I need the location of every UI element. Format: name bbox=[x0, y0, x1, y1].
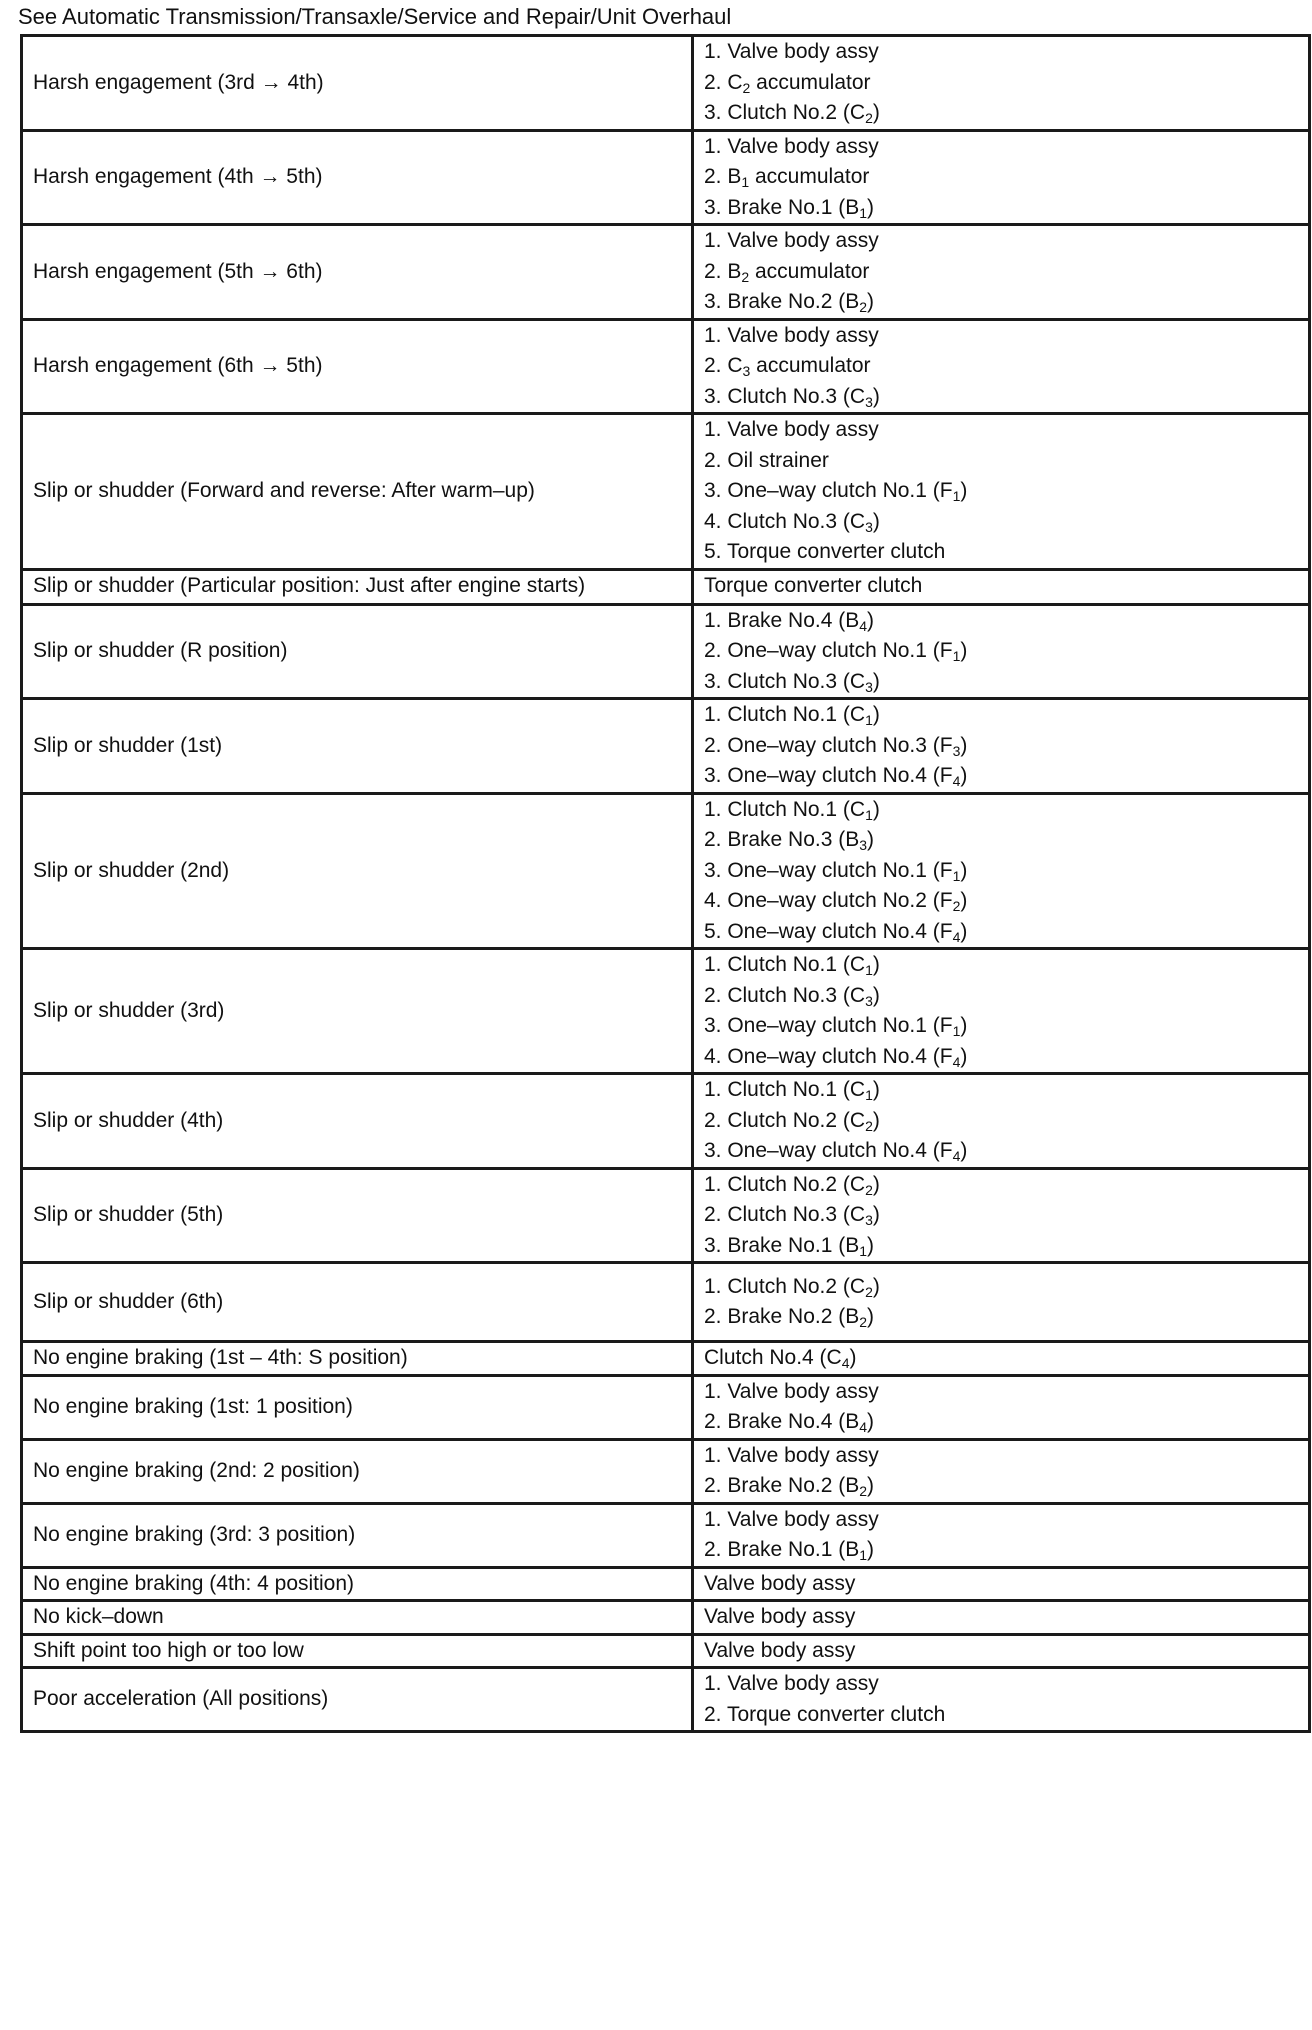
suspected-part: 3. One–way clutch No.4 $(F_4)$ bbox=[704, 764, 968, 789]
suspected-part: 5. Torque converter clutch bbox=[704, 540, 946, 563]
suspected-part: 2. Torque converter clutch bbox=[704, 1702, 946, 1726]
symptom-text: Slip or shudder (Forward and reverse: After warm–up) bbox=[33, 479, 535, 502]
suspected-part: Valve body assy bbox=[704, 1638, 856, 1662]
suspected-parts-cell bbox=[693, 36, 1310, 131]
table-row bbox=[22, 414, 1310, 570]
suspected-parts-cell bbox=[693, 1503, 1310, 1567]
suspected-part: 1. Brake No.4 $(B_4)$ bbox=[704, 608, 875, 634]
symptom-text: Slip or shudder (R position) bbox=[33, 639, 288, 662]
suspected-part: 1. Clutch No.1 $(C_1)$ bbox=[704, 1078, 880, 1103]
suspected-parts-cell bbox=[693, 699, 1310, 794]
symptom-cell bbox=[22, 1074, 693, 1169]
symptom-text: Slip or shudder (6th) bbox=[33, 1289, 224, 1313]
suspected-part: 2. One–way clutch No.3 $(F_3)$ bbox=[704, 733, 968, 759]
table-row bbox=[22, 949, 1310, 1074]
symptom-text: No engine braking (1st: 1 position) bbox=[33, 1394, 353, 1418]
table-row bbox=[22, 36, 1310, 131]
reference-header: See Automatic Transmission/Transaxle/Service and Repair/Unit Overhaul bbox=[18, 4, 732, 29]
symptom-text: No engine braking (3rd: 3 position) bbox=[33, 1522, 356, 1546]
suspected-part: 4. One–way clutch No.2 $(F_2)$ bbox=[704, 889, 968, 914]
symptom-text: No engine braking (1st – 4th: S position) bbox=[33, 1346, 408, 1369]
suspected-parts-cell bbox=[693, 1074, 1310, 1169]
suspected-part: 5. One–way clutch No.4 $(F_4)$ bbox=[704, 919, 968, 945]
table-row bbox=[22, 1567, 1310, 1601]
symptom-cell bbox=[22, 414, 693, 570]
suspected-part: 3. Brake No.1 $(B_1)$ bbox=[704, 195, 875, 221]
suspected-part: 3. Brake No.2 $(B_2)$ bbox=[704, 290, 875, 315]
suspected-part: 2. $C_2$ accumulator bbox=[704, 70, 871, 96]
symptom-text: Slip or shudder (Particular position: Just after engine starts) bbox=[33, 574, 586, 598]
symptom-text: No kick–down bbox=[33, 1605, 164, 1628]
table-row bbox=[22, 569, 1310, 604]
suspected-part: 2. Brake No.2 $(B_2)$ bbox=[704, 1305, 875, 1330]
symptom-cell bbox=[22, 1342, 693, 1376]
suspected-part: 3. Clutch No.3 $(C_3)$ bbox=[704, 669, 880, 695]
suspected-part: 4. One–way clutch No.4 $(F_4)$ bbox=[704, 1044, 968, 1070]
table-row bbox=[22, 130, 1310, 225]
table-row bbox=[22, 793, 1310, 949]
suspected-part: 1. Valve body assy bbox=[704, 229, 879, 252]
suspected-part: 2. Oil strainer bbox=[704, 448, 829, 472]
suspected-parts-cell bbox=[693, 319, 1310, 414]
table-row bbox=[22, 1375, 1310, 1439]
table-row bbox=[22, 1439, 1310, 1503]
symptom-text: Harsh engagement (4th → 5th) bbox=[33, 165, 323, 188]
symptom-text: No engine braking (4th: 4 position) bbox=[33, 1571, 355, 1595]
symptom-text: No engine braking (2nd: 2 position) bbox=[33, 1458, 360, 1482]
symptom-cell bbox=[22, 699, 693, 794]
suspected-part: Valve body assy bbox=[704, 1605, 856, 1628]
suspected-parts-cell bbox=[693, 793, 1310, 949]
symptom-text: Harsh engagement (3rd → 4th) bbox=[33, 70, 324, 94]
symptom-text: Harsh engagement (6th → 5th) bbox=[33, 354, 323, 377]
suspected-parts-cell bbox=[693, 1668, 1310, 1732]
suspected-part: 3. One–way clutch No.1 $(F_1)$ bbox=[704, 479, 968, 504]
suspected-part: 3. One–way clutch No.1 $(F_1)$ bbox=[704, 858, 968, 884]
suspected-part: 2. Clutch No.3 $(C_3)$ bbox=[704, 983, 880, 1009]
suspected-part: 1. Clutch No.1 $(C_1)$ bbox=[704, 953, 880, 978]
suspected-part: 1. Valve body assy bbox=[704, 40, 879, 63]
symptom-cell bbox=[22, 949, 693, 1074]
suspected-part: 2. One–way clutch No.1 $(F_1)$ bbox=[704, 639, 968, 664]
table-row bbox=[22, 1168, 1310, 1263]
symptom-cell bbox=[22, 569, 693, 604]
suspected-part: 3. One–way clutch No.1 $(F_1)$ bbox=[704, 1014, 968, 1039]
table-row bbox=[22, 1668, 1310, 1732]
suspected-part: 1. Valve body assy bbox=[704, 418, 879, 441]
symptom-text: Slip or shudder (3rd) bbox=[33, 998, 225, 1022]
suspected-part: Clutch No.4 $(C_4)$ bbox=[704, 1346, 857, 1371]
suspected-part: 2. Clutch No.2 $(C_2)$ bbox=[704, 1108, 880, 1134]
symptom-cell bbox=[22, 1601, 693, 1635]
table-row bbox=[22, 1074, 1310, 1169]
suspected-parts-cell bbox=[693, 1342, 1310, 1376]
suspected-parts-cell bbox=[693, 1263, 1310, 1342]
table-row bbox=[22, 699, 1310, 794]
symptom-cell bbox=[22, 225, 693, 320]
symptom-cell bbox=[22, 319, 693, 414]
suspected-parts-cell bbox=[693, 1375, 1310, 1439]
suspected-part: 1. Valve body assy bbox=[704, 1672, 879, 1695]
symptom-text: Slip or shudder (2nd) bbox=[33, 858, 230, 882]
table-row bbox=[22, 604, 1310, 699]
suspected-part: 1. Clutch No.1 $(C_1)$ bbox=[704, 703, 880, 728]
suspected-part: 2. Clutch No.3 $(C_3)$ bbox=[704, 1203, 880, 1228]
table-row bbox=[22, 1503, 1310, 1567]
suspected-part: 3. Clutch No.3 $(C_3)$ bbox=[704, 384, 880, 410]
suspected-part: 1. Clutch No.1 $(C_1)$ bbox=[704, 797, 880, 823]
symptom-cell bbox=[22, 1263, 693, 1342]
suspected-parts-cell bbox=[693, 949, 1310, 1074]
suspected-part: 2. $B_2$ accumulator bbox=[704, 259, 870, 285]
symptom-cell bbox=[22, 1375, 693, 1439]
symptom-text: Slip or shudder (1st) bbox=[33, 733, 223, 757]
symptom-cell bbox=[22, 1634, 693, 1668]
suspected-parts-cell bbox=[693, 1634, 1310, 1668]
symptom-text: Poor acceleration (All positions) bbox=[33, 1687, 329, 1711]
suspected-part: 1. Valve body assy bbox=[704, 134, 879, 158]
symptom-cell bbox=[22, 1668, 693, 1732]
suspected-part: 1. Valve body assy bbox=[704, 1507, 879, 1531]
suspected-parts-cell bbox=[693, 569, 1310, 604]
table-row bbox=[22, 1634, 1310, 1668]
symptom-text: Slip or shudder (4th) bbox=[33, 1108, 224, 1132]
suspected-parts-cell bbox=[693, 414, 1310, 570]
suspected-part: 1. Valve body assy bbox=[704, 1443, 879, 1467]
symptom-cell bbox=[22, 1168, 693, 1263]
suspected-parts-cell bbox=[693, 1168, 1310, 1263]
table-row bbox=[22, 1601, 1310, 1635]
suspected-part: 3. One–way clutch No.4 $(F_4)$ bbox=[704, 1139, 968, 1164]
suspected-parts-cell bbox=[693, 604, 1310, 699]
symptom-cell bbox=[22, 130, 693, 225]
symptom-cell bbox=[22, 793, 693, 949]
symptom-text: Shift point too high or too low bbox=[33, 1638, 304, 1662]
suspected-parts-cell bbox=[693, 225, 1310, 320]
symptom-cell bbox=[22, 1503, 693, 1567]
suspected-part: 1. Clutch No.2 $(C_2)$ bbox=[704, 1172, 880, 1198]
symptom-text: Harsh engagement (5th → 6th) bbox=[33, 259, 323, 283]
suspected-part: 2. $C_3$ accumulator bbox=[704, 354, 871, 379]
suspected-parts-cell bbox=[693, 1567, 1310, 1601]
suspected-part: 2. $B_1$ accumulator bbox=[704, 165, 870, 190]
symptom-cell bbox=[22, 604, 693, 699]
suspected-parts-cell bbox=[693, 1601, 1310, 1635]
table-row bbox=[22, 1263, 1310, 1342]
symptom-text: Slip or shudder (5th) bbox=[33, 1203, 224, 1226]
diagnosis-table bbox=[20, 34, 1311, 1733]
suspected-part: 3. Brake No.1 $(B_1)$ bbox=[704, 1233, 875, 1259]
suspected-parts-cell bbox=[693, 1439, 1310, 1503]
table-row bbox=[22, 225, 1310, 320]
suspected-part: 2. Brake No.1 $(B_1)$ bbox=[704, 1538, 875, 1563]
symptom-cell bbox=[22, 1567, 693, 1601]
suspected-parts-cell bbox=[693, 130, 1310, 225]
suspected-part: 1. Valve body assy bbox=[704, 323, 879, 347]
suspected-part: 3. Clutch No.2 $(C_2)$ bbox=[704, 101, 880, 126]
suspected-part: 2. Brake No.2 $(B_2)$ bbox=[704, 1474, 875, 1499]
suspected-part: 1. Valve body assy bbox=[704, 1379, 879, 1403]
suspected-part: Valve body assy bbox=[704, 1571, 856, 1595]
suspected-part: 4. Clutch No.3 $(C_3)$ bbox=[704, 509, 880, 535]
symptom-cell bbox=[22, 36, 693, 131]
suspected-part: 1. Clutch No.2 $(C_2)$ bbox=[704, 1274, 880, 1300]
suspected-part: 2. Brake No.4 $(B_4)$ bbox=[704, 1410, 875, 1435]
suspected-part: Torque converter clutch bbox=[704, 574, 923, 598]
table-body bbox=[22, 36, 1310, 1732]
symptom-cell bbox=[22, 1439, 693, 1503]
suspected-part: 2. Brake No.3 $(B_3)$ bbox=[704, 828, 875, 853]
table-row bbox=[22, 319, 1310, 414]
table-row bbox=[22, 1342, 1310, 1376]
